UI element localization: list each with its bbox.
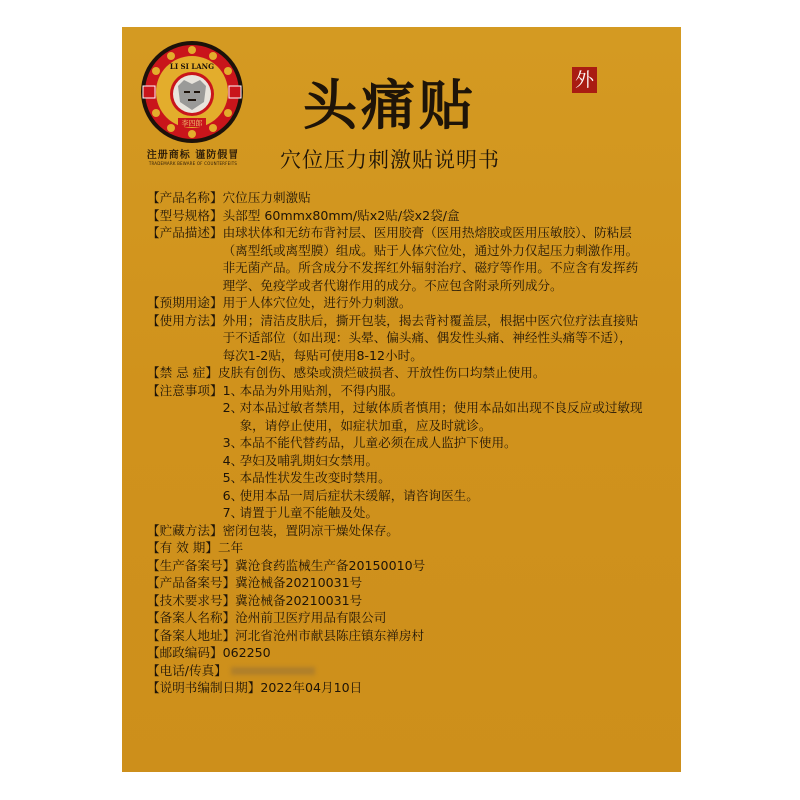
field-label: 【型号规格】 bbox=[147, 207, 223, 223]
field-value: 2022年04月10日 bbox=[260, 680, 363, 695]
instructions-body bbox=[147, 189, 647, 697]
trademark-caption bbox=[137, 146, 249, 166]
field-value-line: 由球状体和无纺布背衬层、医用胶膏（医用热熔胶或医用压敏胶）、防粘层 bbox=[222, 225, 632, 240]
note-number: 4、 bbox=[222, 452, 244, 468]
trademark-caption-cn: 注册商标 谨防假冒 bbox=[146, 150, 240, 161]
field-value-line: 每次1-2贴，每贴可使用8-12小时。 bbox=[222, 347, 423, 363]
field-value: 密闭包装，置阴凉干燥处保存。 bbox=[222, 522, 399, 538]
note-text bbox=[240, 469, 391, 487]
field-value bbox=[218, 364, 545, 382]
note-number: 1、 bbox=[222, 382, 244, 398]
field-row bbox=[147, 522, 647, 540]
field-value bbox=[223, 189, 311, 207]
field-label: 【产品名称】 bbox=[147, 190, 223, 205]
field-row bbox=[147, 294, 647, 312]
field-value-line: 理学、免疫学或者代谢作用的成分。不应包含附录所列成分。 bbox=[222, 277, 563, 293]
field-label: 【电话/传真】 bbox=[147, 662, 227, 678]
redacted-phone-number bbox=[231, 667, 315, 675]
field-label: 【邮政编码】 bbox=[147, 645, 223, 660]
field-label: 【说明书编制日期】 bbox=[147, 680, 261, 695]
note-item bbox=[223, 399, 643, 434]
note-text bbox=[240, 382, 404, 400]
note-number: 5、 bbox=[222, 470, 244, 485]
note-item bbox=[223, 382, 643, 400]
field-label: 【使用方法】 bbox=[147, 312, 223, 328]
field-row bbox=[147, 207, 647, 225]
field-row bbox=[147, 644, 647, 662]
note-text-line: 本品不能代替药品，儿童必须在成人监护下使用。 bbox=[239, 435, 517, 450]
field-label: 【预期用途】 bbox=[147, 295, 223, 310]
note-item bbox=[223, 504, 643, 522]
field-value-line: 于不适部位（如出现：头晕、偏头痛、偶发性头痛、神经性头痛等不适）， bbox=[222, 330, 632, 345]
field-value: 沧州前卫医疗用品有限公司 bbox=[235, 610, 387, 625]
field-label: 【备案人名称】 bbox=[147, 610, 236, 625]
field-value bbox=[223, 224, 639, 294]
note-text bbox=[240, 399, 643, 434]
note-text bbox=[240, 487, 479, 505]
product-subtitle: 穴位压力刺激贴说明书 bbox=[280, 148, 500, 172]
note-text-line: 象，请停止使用，如症状加重，应及时就诊。 bbox=[239, 417, 492, 433]
field-row bbox=[147, 539, 647, 557]
field-value bbox=[223, 207, 460, 225]
note-item bbox=[223, 452, 643, 470]
field-label: 【禁 忌 症】 bbox=[147, 365, 218, 380]
field-value-line: 外用；清洁皮肤后，撕开包装，揭去背衬覆盖层，根据中医穴位疗法直接贴 bbox=[222, 312, 639, 328]
field-label: 【技术要求号】 bbox=[147, 592, 236, 608]
note-number: 6、 bbox=[222, 487, 244, 503]
field-value-line: 皮肤有创伤、感染或溃烂破损者、开放性伤口均禁止使用。 bbox=[217, 365, 546, 380]
field-notes bbox=[147, 382, 647, 522]
svg-text:李四郎: 李四郎 bbox=[181, 119, 203, 128]
field-value-line: （离型纸或离型膜）组成。贴于人体穴位处，通过外力仅起压力刺激作用。 bbox=[222, 242, 639, 258]
note-text-line: 请置于儿童不能触及处。 bbox=[239, 505, 379, 520]
note-text bbox=[240, 504, 379, 522]
note-text-line: 对本品过敏者禁用，过敏体质者慎用；使用本品如出现不良反应或过敏现 bbox=[239, 400, 643, 415]
field-value-line: 用于人体穴位处，进行外力刺激。 bbox=[222, 295, 412, 310]
product-title: 头痛贴 bbox=[303, 74, 477, 137]
field-value: 冀沧械备20210031号 bbox=[235, 592, 363, 608]
trademark-caption-en: TRADEMARK BEWARE OF COUNTERFEITS bbox=[148, 161, 238, 166]
external-use-badge: 外 bbox=[572, 67, 597, 93]
note-number: 7、 bbox=[222, 505, 244, 520]
field-row bbox=[147, 609, 647, 627]
field-label: 【产品描述】 bbox=[147, 225, 223, 240]
field-label: 【注意事项】 bbox=[147, 382, 223, 398]
note-text-line: 使用本品一周后症状未缓解，请咨询医生。 bbox=[239, 487, 479, 503]
note-number: 2、 bbox=[222, 400, 244, 415]
field-value: 冀沧械备20210031号 bbox=[235, 575, 363, 590]
note-text-line: 本品为外用贴剂，不得内服。 bbox=[239, 382, 404, 398]
note-item bbox=[223, 487, 643, 505]
field-value-line: 头部型 60mmx80mm/贴x2贴/袋x2袋/盒 bbox=[222, 207, 460, 223]
field-value: 二年 bbox=[217, 540, 244, 555]
field-row bbox=[147, 627, 647, 645]
field-row bbox=[147, 557, 647, 575]
field-label: 【产品备案号】 bbox=[147, 575, 236, 590]
note-text-line: 本品性状发生改变时禁用。 bbox=[239, 470, 391, 485]
note-text bbox=[240, 452, 379, 470]
field-row bbox=[147, 592, 647, 610]
field-value bbox=[223, 294, 412, 312]
field-row bbox=[147, 224, 647, 294]
field-value-line: 非无菌产品。所含成分不发挥红外辐射治疗、磁疗等作用。不应含有发挥药 bbox=[222, 260, 639, 275]
field-row bbox=[147, 364, 647, 382]
note-number: 3、 bbox=[222, 435, 244, 450]
field-row bbox=[147, 662, 647, 680]
field-label: 【贮藏方法】 bbox=[147, 522, 223, 538]
field-value: 冀沧食药监械生产备20150010号 bbox=[235, 557, 426, 573]
field-label: 【有 效 期】 bbox=[147, 540, 218, 555]
note-text-line: 孕妇及哺乳期妇女禁用。 bbox=[239, 452, 379, 468]
note-item bbox=[223, 434, 643, 452]
field-value: 河北省沧州市献县陈庄镇东禅房村 bbox=[235, 627, 425, 643]
field-row bbox=[147, 312, 647, 365]
note-text bbox=[240, 434, 517, 452]
field-label: 【生产备案号】 bbox=[147, 557, 236, 573]
field-value-line: 穴位压力刺激贴 bbox=[222, 190, 311, 205]
svg-text:LI SI LANG: LI SI LANG bbox=[169, 62, 215, 71]
field-row bbox=[147, 189, 647, 207]
field-label: 【备案人地址】 bbox=[147, 627, 236, 643]
field-value: 062250 bbox=[222, 645, 271, 660]
field-row bbox=[147, 574, 647, 592]
field-value bbox=[223, 312, 639, 365]
brand-logo-tiger-seal bbox=[140, 40, 244, 144]
field-row bbox=[147, 679, 647, 697]
note-item bbox=[223, 469, 643, 487]
